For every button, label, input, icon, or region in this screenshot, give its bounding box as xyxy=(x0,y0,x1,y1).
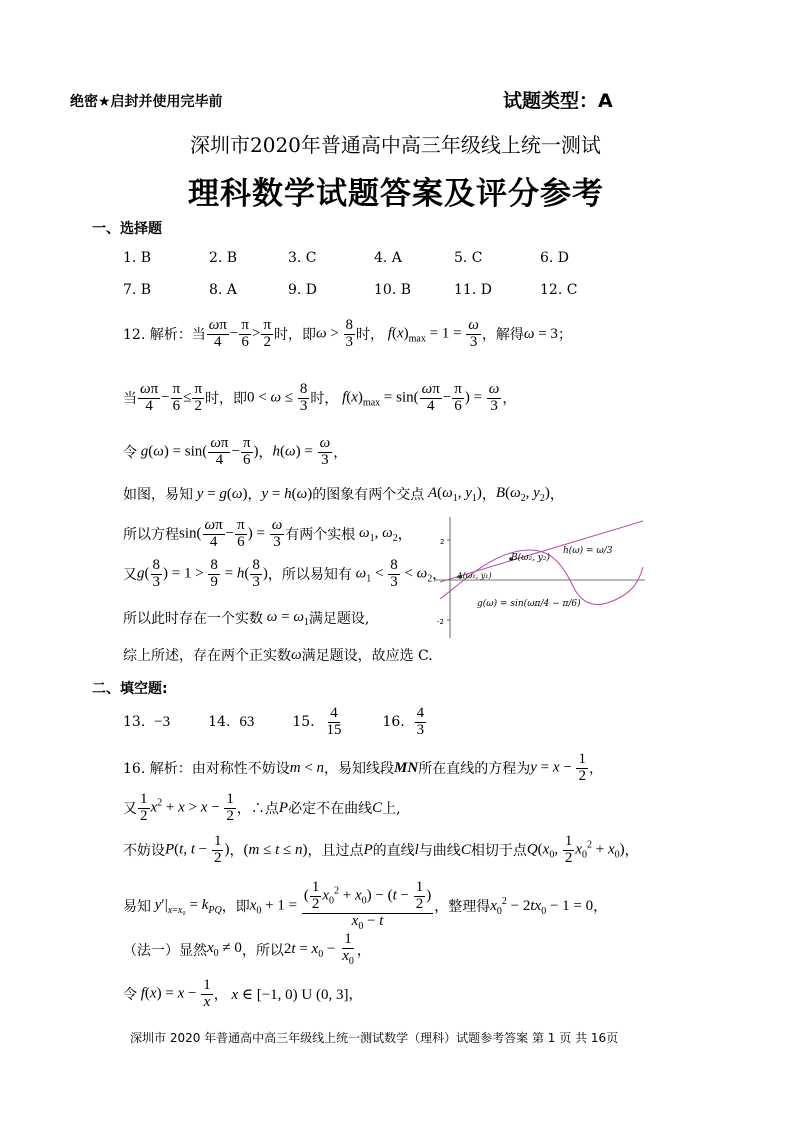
paper-type: 试题类型：A xyxy=(503,90,613,112)
sol12-line6: 又 g( $\frac{8}{3}$ ) = 1 > $\frac{8}{9}$ = h( $\frac{8}{3}$ ) ，所以易知有 $\omega_1$ < $\frac{8}{3}$ < $\omega_2$ ， xyxy=(123,557,447,590)
sol12-line5: 所以方程 sin( $\frac{\omega\pi}{4}$ − $\frac{\pi}{6}$ ) = $\frac{\omega}{3}$ 有两个实根 $\omega_1$, $\omega_2$ ， xyxy=(123,517,412,550)
exam-name: 深圳市2020年普通高中高三年级线上统一测试 xyxy=(190,133,601,157)
sol16-line3: 不妨设 P(t, t − $\frac{1}{2}$ ) ， (m ≤ t ≤ n) ，且过点 P 的直线 l 与曲线 C 相切于点 $Q(x_0$, $\frac{1}{2}$ $x_0^2 + x_0$) ， xyxy=(123,833,639,866)
answer-6: 6. D xyxy=(540,250,570,266)
sol16-line4: 易知 $y'|_{x=x_0} = k_{PQ}$ ，即 $x_0 + 1$ = ( $\frac{1}{2}$ $x_0^2 + x_0) - (t$ − $\frac{1}{2}$ ) $x_0 - t$ ，整理得 $x_0^2 - 2tx_0 - 1 = 0$ ， xyxy=(123,879,608,932)
label-A: A(ω₁, y₁) xyxy=(457,571,492,580)
sol12-line2: 当 $\frac{\omega\pi}{4}$ − $\frac{\pi}{6}$ ≤ $\frac{\pi}{2}$ 时，即 0 < ω ≤ $\frac{8}{3}$ 时， $f(x)_{max} = \sin$( $\frac{\omega\pi}{4}$ − $\frac{\pi}{6}$ ) = $\frac{\omega}{3}$ ， xyxy=(123,381,517,414)
answer-2: 2. B xyxy=(209,250,238,266)
y-tick-top: 2 xyxy=(440,538,445,546)
answer-11: 11. D xyxy=(454,282,492,298)
answer-7: 7. B xyxy=(123,282,152,298)
answer-5: 5. C xyxy=(454,250,483,266)
fill-answers: 13. −3 14. 63 15. $\frac{4}{15}$ 16. $\frac{4}{3}$ xyxy=(123,705,425,738)
sol16-line2: 又 $\frac{1}{2}$ $x^2 + x > x$ − $\frac{1}{2}$ ，∴点 P 必定不在曲线 C 上, xyxy=(123,791,401,824)
sol12-line4: 如图，易知 y = g(ω) ， y = h(ω) 的图象有两个交点 $A(\omega_1$, $y_1$) ， $B(\omega_2$, $y_2$) ， xyxy=(123,484,564,504)
label-B: B(ω₂, y₂) xyxy=(511,553,550,563)
sol12-line1: 12. 解析：当 $\frac{\omega\pi}{4}$ − $\frac{\pi}{6}$ > $\frac{\pi}{2}$ 时，即 ω > $\frac{8}{3}$ 时， $f(x)_{max} = 1$ = $\frac{\omega}{3}$ ，解得 ω = 3 ； xyxy=(123,317,572,350)
sol16-line1: 16. 解析：由对称性不妨设 m < n ，易知线段 MN 所在直线的方程为 y = x − $\frac{1}{2}$ ， xyxy=(123,751,603,784)
sol12-line7: 所以此时存在一个实数 $\omega = \omega_1$ 满足题设, xyxy=(123,608,370,628)
section-heading-fill: 二、填空题: xyxy=(92,681,168,697)
section-heading-choice: 一、选择题 xyxy=(92,221,162,237)
label-h: h(ω) = ω/3 xyxy=(563,546,613,556)
sol16-line6: 令 f(x) = x − $\frac{1}{x}$ ， x ∈ [−1, 0) U (0, 3] ， xyxy=(123,977,363,1010)
answer-4: 4. A xyxy=(374,250,402,266)
answer-3: 3. C xyxy=(288,250,317,266)
sol16-line5: （法一）显然 $x_0 \ne 0$ ，所以 $2t = x_0$ − $\frac{1}{x_0}$ ， xyxy=(123,931,371,967)
label-g: g(ω) = sin(ωπ/4 − π/6) xyxy=(477,599,581,609)
sol12-line8: 综上所述，存在两个正实数 ω 满足题设，故应选 C. xyxy=(123,646,433,664)
answer-10: 10. B xyxy=(374,282,412,298)
page-title: 理科数学试题答案及评分参考 xyxy=(188,176,604,212)
answer-12: 12. C xyxy=(540,282,578,298)
function-graph xyxy=(435,515,645,640)
answer-9: 9. D xyxy=(288,282,318,298)
page-footer: 深圳市 2020 年普通高中高三年级线上统一测试数学（理科）试题参考答案 第 1 页 共 16页 xyxy=(130,1031,619,1045)
answer-8: 8. A xyxy=(209,282,237,298)
secret-label: 绝密★启封并使用完毕前 xyxy=(70,94,223,110)
y-tick-bottom: -2 xyxy=(437,618,444,626)
answer-1: 1. B xyxy=(123,250,152,266)
sol12-line3: 令 g(ω) = sin( $\frac{\omega\pi}{4}$ − $\frac{\pi}{6}$ ) ， h(ω) = $\frac{\omega}{3}$ ， xyxy=(123,435,348,468)
